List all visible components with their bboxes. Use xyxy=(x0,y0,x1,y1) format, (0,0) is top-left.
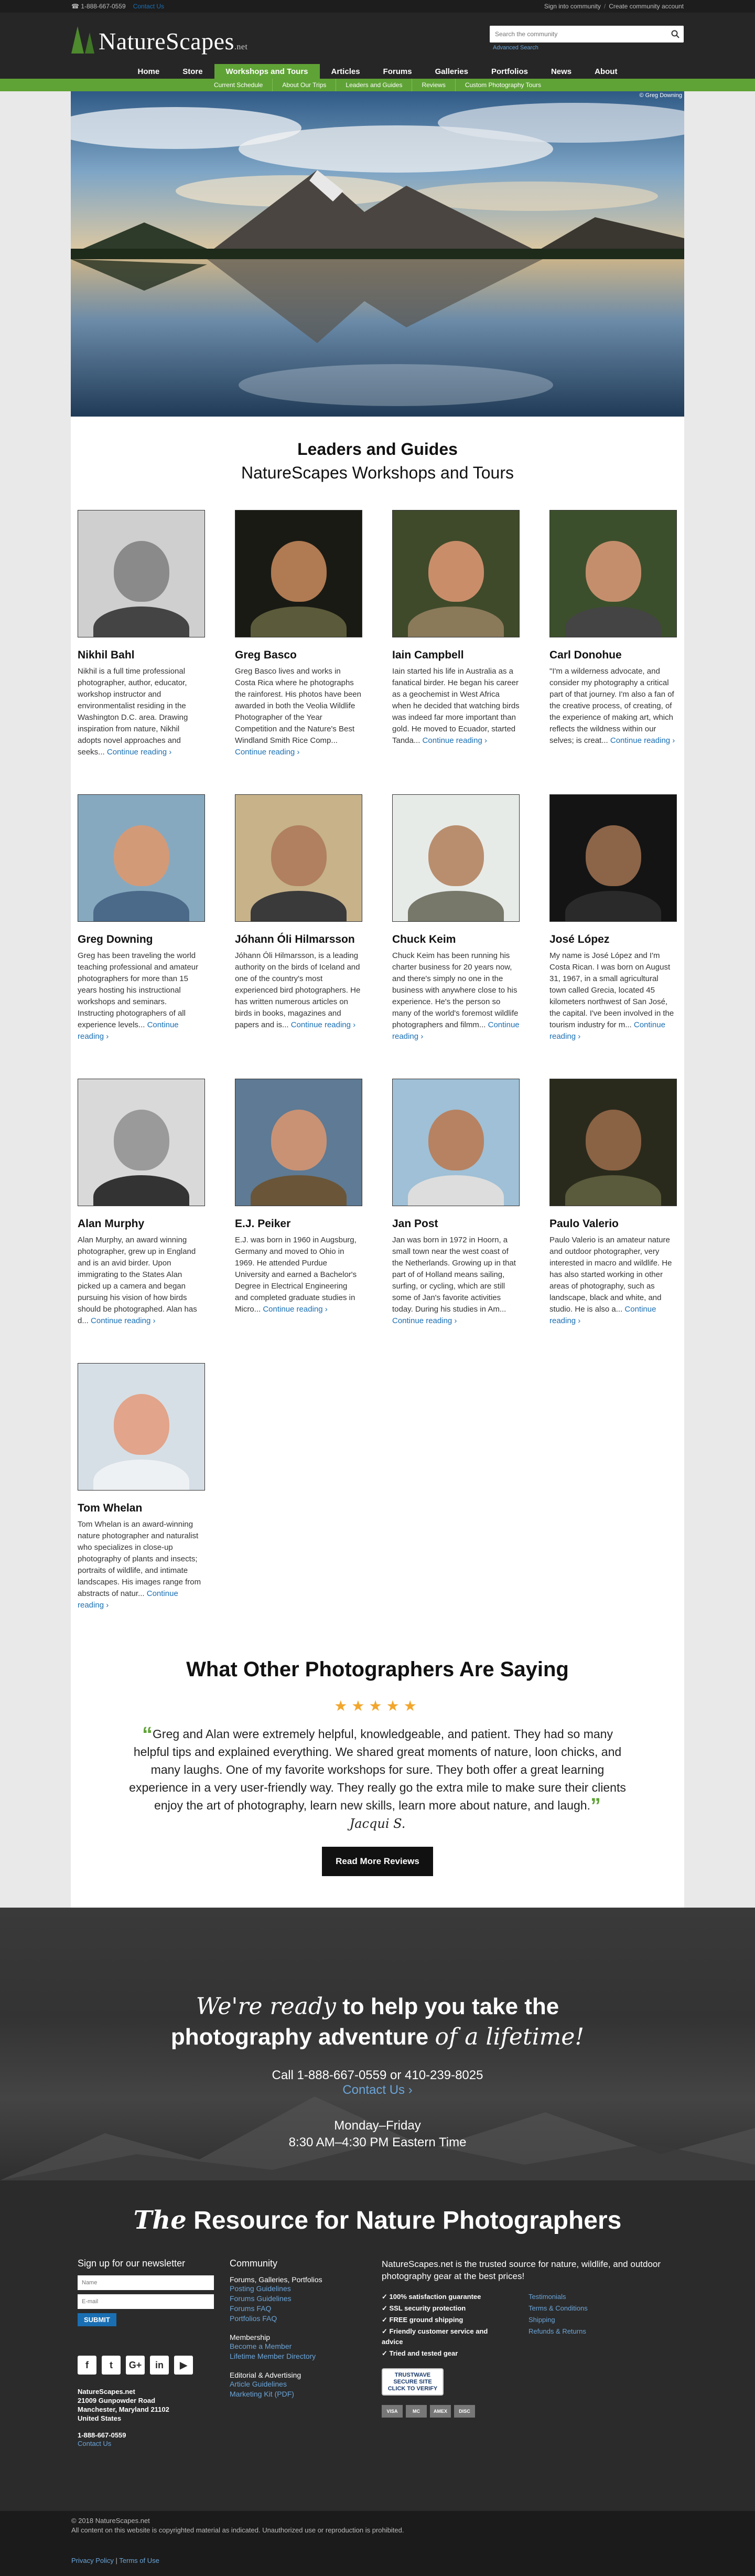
sub-nav xyxy=(0,79,755,91)
content-container xyxy=(71,91,684,1908)
leader-name: Nikhil Bahl xyxy=(78,649,135,661)
open-quote-icon: “ xyxy=(142,1723,153,1746)
leader-card xyxy=(235,1079,362,1363)
cta-contact-link[interactable]: Contact Us › xyxy=(342,2083,413,2097)
contact-cta-section xyxy=(0,1908,755,2180)
legal-links: Privacy Policy | Terms of Use xyxy=(71,2557,159,2564)
main-nav xyxy=(0,64,755,79)
leader-name: Carl Donohue xyxy=(549,649,622,661)
leader-card xyxy=(235,510,362,794)
leader-name: Jóhann Óli Hilmarsson xyxy=(235,933,355,945)
forums-guidelines-link[interactable]: Forums Guidelines xyxy=(230,2294,292,2303)
section-title: Leaders and Guides xyxy=(297,440,458,459)
nav-item-store[interactable]: Store xyxy=(182,67,203,76)
leader-bio: Tom Whelan is an award-winning nature photographer and naturalist who specializes in close-up photography of plants and insects; portraits of wildlife, and intimate landscapes. His images range from abstracts of natur... Continue reading › xyxy=(78,1520,201,1610)
bottom-bar xyxy=(0,2511,755,2576)
leader-photo[interactable] xyxy=(78,794,205,922)
newsletter-email-input[interactable] xyxy=(78,2294,214,2309)
nav-item-workshops[interactable]: Workshops and Tours xyxy=(214,64,320,79)
benefit-item: ✓ 100% satisfaction guarantee xyxy=(382,2293,481,2301)
leader-bio: Nikhil is a full time professional photographer, author, educator, workshop instructor and environmentalist residing in the Washington D.C. area. Drawing inspiration from nature, Nikhil adopts novel approaches and seeks... Continue reading › xyxy=(78,667,188,757)
leader-bio: Alan Murphy, an award winning photographer, grew up in England and is an avid birder. Upon immigrating to the States Alan picked up a camera and began pursuing his vision of how birds should be photographed. Alan has d... Continue reading › xyxy=(78,1236,197,1325)
utility-bar xyxy=(0,0,755,13)
search-input[interactable] xyxy=(490,26,667,42)
phone-text: ☎ 1-888-667-0559 xyxy=(71,3,126,10)
benefit-item: ✓ SSL security protection xyxy=(382,2304,466,2312)
subnav-item-reviews[interactable]: Reviews xyxy=(412,79,455,91)
continue-reading-link[interactable]: Continue reading › xyxy=(106,748,172,757)
leader-card xyxy=(235,794,362,1079)
leader-photo[interactable] xyxy=(392,510,520,637)
leader-name: Iain Campbell xyxy=(392,649,464,661)
cta-heading: We're ready to help you take the photography adventure of a lifetime! xyxy=(170,1993,585,2050)
search-area xyxy=(490,26,684,51)
subnav-item-schedule[interactable]: Current Schedule xyxy=(204,79,273,91)
testimonials-link[interactable]: Testimonials xyxy=(528,2293,566,2301)
marketing-kit-link[interactable]: Marketing Kit (PDF) xyxy=(230,2390,294,2398)
google-plus-icon[interactable]: G+ xyxy=(126,2356,145,2375)
benefit-item: ✓ Tried and tested gear xyxy=(382,2349,458,2357)
linkedin-icon[interactable]: in xyxy=(150,2356,169,2375)
subnav-item-leaders[interactable]: Leaders and Guides xyxy=(336,79,412,91)
leader-grid xyxy=(71,483,684,1647)
leader-photo[interactable] xyxy=(549,1079,677,1206)
store-column xyxy=(382,2258,675,2449)
nav-item-articles[interactable]: Articles xyxy=(331,67,360,76)
facebook-icon[interactable]: f xyxy=(78,2356,96,2375)
social-links xyxy=(78,2356,230,2375)
leader-photo[interactable] xyxy=(235,1079,362,1206)
leader-photo[interactable] xyxy=(549,510,677,637)
cta-phone: Call 1-888-667-0559 or 410-239-8025 xyxy=(272,2068,483,2082)
leader-name: Jan Post xyxy=(392,1218,438,1230)
leader-card xyxy=(392,794,520,1079)
search-icon[interactable] xyxy=(667,26,684,42)
section-subtitle: NatureScapes Workshops and Tours xyxy=(241,463,514,482)
visa-icon: VISA xyxy=(382,2405,403,2418)
leader-card xyxy=(78,510,205,794)
terms-link[interactable]: Terms & Conditions xyxy=(528,2304,588,2312)
continue-reading-link[interactable]: Continue reading › xyxy=(290,1020,356,1029)
resource-title: The Resource for Nature Photographers xyxy=(133,2206,622,2235)
continue-reading-link[interactable]: Continue reading › xyxy=(235,748,300,757)
become-member-link[interactable]: Become a Member xyxy=(230,2342,292,2350)
twitter-icon[interactable]: t xyxy=(102,2356,121,2375)
benefit-item: ✓ Friendly customer service and advice xyxy=(382,2327,488,2346)
close-quote-icon: ” xyxy=(590,1794,601,1817)
continue-reading-link[interactable]: Continue reading › xyxy=(78,1589,178,1610)
tree-logo-icon xyxy=(71,23,94,54)
rights-text: All content on this website is copyrighted material as indicated. Unauthorized use or reproduction is prohibited. xyxy=(71,2526,404,2534)
posting-guidelines-link[interactable]: Posting Guidelines xyxy=(230,2284,291,2293)
shipping-link[interactable]: Shipping xyxy=(528,2316,555,2324)
testimonial-text: Greg and Alan were extremely helpful, knowledgeable, and patient. They had so many helpful tips and explained everything. We shared great moments of nature, loon chicks, and many laughs. One of my favorite workshops for sure. They both offer a great learning experience in a very user-friendly way. They really go the extra mile to make sure their clients enjoy the art of photography, learn new skills, learn more about nature, and laugh. xyxy=(129,1727,626,1812)
leader-card xyxy=(78,794,205,1079)
continue-reading-link[interactable]: Continue reading › xyxy=(422,736,487,745)
forums-faq-link[interactable]: Forums FAQ xyxy=(230,2304,272,2313)
contact-link[interactable]: Contact Us xyxy=(133,3,165,10)
leader-photo[interactable] xyxy=(78,1363,205,1491)
subnav-item-about-trips[interactable]: About Our Trips xyxy=(273,79,336,91)
continue-reading-link[interactable]: Continue reading › xyxy=(392,1020,520,1041)
footer-contact-link[interactable]: Contact Us xyxy=(78,2440,112,2447)
leader-name: Chuck Keim xyxy=(392,933,456,945)
privacy-policy-link[interactable]: Privacy Policy xyxy=(71,2557,114,2564)
continue-reading-link[interactable]: Continue reading › xyxy=(392,1316,457,1325)
leader-bio: Jóhann Óli Hilmarsson, is a leading authority on the birds of Iceland and one of the country's most experienced bird photographers. He has written numerous articles on birds in books, magazines and papers and is... Continue reading › xyxy=(235,951,361,1029)
site-logo[interactable] xyxy=(71,23,247,54)
leader-photo[interactable] xyxy=(549,794,677,922)
payment-cards xyxy=(382,2405,675,2418)
youtube-icon[interactable]: ▶ xyxy=(174,2356,193,2375)
leader-card xyxy=(549,1079,677,1363)
portfolios-faq-link[interactable]: Portfolios FAQ xyxy=(230,2314,277,2323)
leader-card xyxy=(78,1363,205,1647)
read-more-reviews-button[interactable]: Read More Reviews xyxy=(322,1847,433,1876)
leader-bio: "I'm a wilderness advocate, and consider my photography a critical part of that journey. I'm also a fan of the creative process, of creating, of the experience of making art, which reflects the wildness within our selves; is creat... Continue reading › xyxy=(549,667,675,745)
refunds-link[interactable]: Refunds & Returns xyxy=(528,2327,586,2335)
leader-photo[interactable] xyxy=(78,510,205,637)
photo-credit: © Greg Downing xyxy=(639,92,682,99)
leader-name: Alan Murphy xyxy=(78,1218,145,1230)
testimonial-quote xyxy=(128,1723,627,1817)
continue-reading-link[interactable]: Continue reading › xyxy=(610,736,675,745)
leader-photo[interactable] xyxy=(78,1079,205,1206)
leader-card xyxy=(549,794,677,1079)
testimonials-section xyxy=(71,1647,684,1908)
continue-reading-link[interactable]: Continue reading › xyxy=(549,1020,665,1041)
leader-name: José López xyxy=(549,933,610,945)
newsletter-name-input[interactable] xyxy=(78,2275,214,2290)
leader-photo[interactable] xyxy=(392,794,520,922)
leader-bio: Chuck Keim has been running his charter business for 20 years now, and there's simply no one in the business with anywhere close to his experience. He's the person so many of the world's foremost wildlife photographers and filmm... Continue reading › xyxy=(392,951,520,1041)
testimonials-title: What Other Photographers Are Saying xyxy=(186,1658,569,1681)
leader-photo[interactable] xyxy=(235,794,362,922)
cta-hours: Monday–Friday 8:30 AM–4:30 PM Eastern Time xyxy=(288,2119,467,2149)
store-benefits xyxy=(382,2292,675,2359)
nav-item-forums[interactable]: Forums xyxy=(383,67,412,76)
create-account-link[interactable]: Create community account xyxy=(609,3,684,10)
nav-item-about[interactable]: About xyxy=(595,67,618,76)
membership-group-title: Membership xyxy=(230,2333,271,2341)
continue-reading-link[interactable]: Continue reading › xyxy=(549,1305,656,1325)
leader-bio: Greg Basco lives and works in Costa Rica where he photographs the rainforest. His photos have been awarded in both the Veolia Wildlife Photographer of the Year Competition and the Nature's Best Windland Smith Rice Comp... Continue reading › xyxy=(235,667,361,757)
article-guidelines-link[interactable]: Article Guidelines xyxy=(230,2380,287,2388)
leader-bio: Iain started his life in Australia as a fanatical birder. He began his career as a geochemist in West Africa when he decided that watching birds was indeed far more important than gold. He moved to Ecuador, started Tanda... Continue reading › xyxy=(392,667,520,745)
leader-bio: E.J. was born in 1960 in Augsburg, Germany and moved to Ohio in 1969. He attended Purdue University and earned a Bachelor's Degree in Electrical Engineering and completed graduate studies in Micro... Continue reading › xyxy=(235,1236,357,1314)
rating-stars-icon: ★★★★★ xyxy=(334,1698,421,1714)
leader-card xyxy=(78,1079,205,1363)
leader-name: Tom Whelan xyxy=(78,1502,143,1514)
terms-of-use-link[interactable]: Terms of Use xyxy=(119,2557,159,2564)
continue-reading-link[interactable]: Continue reading › xyxy=(263,1305,328,1314)
leader-photo[interactable] xyxy=(392,1079,520,1206)
community-column xyxy=(230,2258,382,2449)
leader-bio: Paulo Valerio is an amateur nature and outdoor photographer, very interested in macro and wildlife. He has also started working in other areas of photography, such as landscape, black and white, and studio. He is also a... Continue reading › xyxy=(549,1236,672,1325)
leader-photo[interactable] xyxy=(235,510,362,637)
community-title: Community xyxy=(230,2258,278,2269)
leader-bio: My name is José López and I'm Costa Rican. I was born on August 31, 1967, in a small agricultural town called Grecia, located 45 kilometers northwest of San José, the capital. I've been involved in the tourism industry for m... Continue reading › xyxy=(549,951,674,1041)
nav-item-news[interactable]: News xyxy=(551,67,572,76)
editorial-group-title: Editorial & Advertising xyxy=(230,2371,301,2379)
testimonial-author: Jacqui S. xyxy=(349,1816,406,1831)
leader-name: Paulo Valerio xyxy=(549,1218,619,1230)
logo-text: NatureScapes.net xyxy=(99,28,248,55)
store-about-text: NatureScapes.net is the trusted source for nature, wildlife, and outdoor photography gear at the best prices! xyxy=(382,2259,661,2281)
mastercard-icon: MC xyxy=(406,2405,427,2418)
copyright-text: © 2018 NatureScapes.net xyxy=(71,2517,150,2525)
leader-name: Greg Basco xyxy=(235,649,297,661)
newsletter-submit-button[interactable]: SUBMIT xyxy=(78,2313,116,2326)
member-directory-link[interactable]: Lifetime Member Directory xyxy=(230,2352,316,2360)
benefit-item: ✓ FREE ground shipping xyxy=(382,2316,463,2324)
leader-card xyxy=(392,1079,520,1363)
hero-image xyxy=(71,91,684,417)
nav-item-home[interactable]: Home xyxy=(137,67,160,76)
nav-item-galleries[interactable]: Galleries xyxy=(435,67,468,76)
company-address: NatureScapes.net 21009 Gunpowder Road Manchester, Maryland 21102 United States xyxy=(78,2388,169,2422)
company-phone: 1-888-667-0559 xyxy=(78,2431,126,2439)
nav-item-portfolios[interactable]: Portfolios xyxy=(491,67,528,76)
leader-card xyxy=(549,510,677,794)
signin-link[interactable]: Sign into community xyxy=(544,3,601,10)
site-header xyxy=(0,13,755,64)
resource-footer xyxy=(0,2180,755,2511)
secure-site-badge[interactable]: TRUSTWAVE SECURE SITE CLICK TO VERIFY xyxy=(382,2368,444,2396)
leader-name: Greg Downing xyxy=(78,933,153,945)
newsletter-column xyxy=(78,2258,230,2449)
leader-bio: Jan was born in 1972 in Hoorn, a small town near the west coast of the Netherlands. Growing up in that part of of Holland means sailing, surfing, or cycling, which are still some of Jan's favorite activities today. During his studies in Am... Continue reading › xyxy=(392,1236,516,1325)
community-group-title: Forums, Galleries, Portfolios xyxy=(230,2275,322,2284)
amex-icon: AMEX xyxy=(430,2405,451,2418)
leader-name: E.J. Peiker xyxy=(235,1218,291,1230)
leader-bio: Greg has been traveling the world teaching professional and amateur photographers for more than 15 years hosting his instructional workshops and seminars. Instructing photographers of all experience levels... Continue reading › xyxy=(78,951,199,1041)
leader-card xyxy=(392,510,520,794)
discover-icon: DISC xyxy=(454,2405,475,2418)
continue-reading-link[interactable]: Continue reading › xyxy=(91,1316,156,1325)
advanced-search-link[interactable]: Advanced Search xyxy=(493,45,538,51)
continue-reading-link[interactable]: Continue reading › xyxy=(78,1020,179,1041)
separator: / xyxy=(603,3,606,10)
newsletter-title: Sign up for our newsletter xyxy=(78,2258,186,2269)
subnav-item-custom-tours[interactable]: Custom Photography Tours xyxy=(465,81,542,89)
